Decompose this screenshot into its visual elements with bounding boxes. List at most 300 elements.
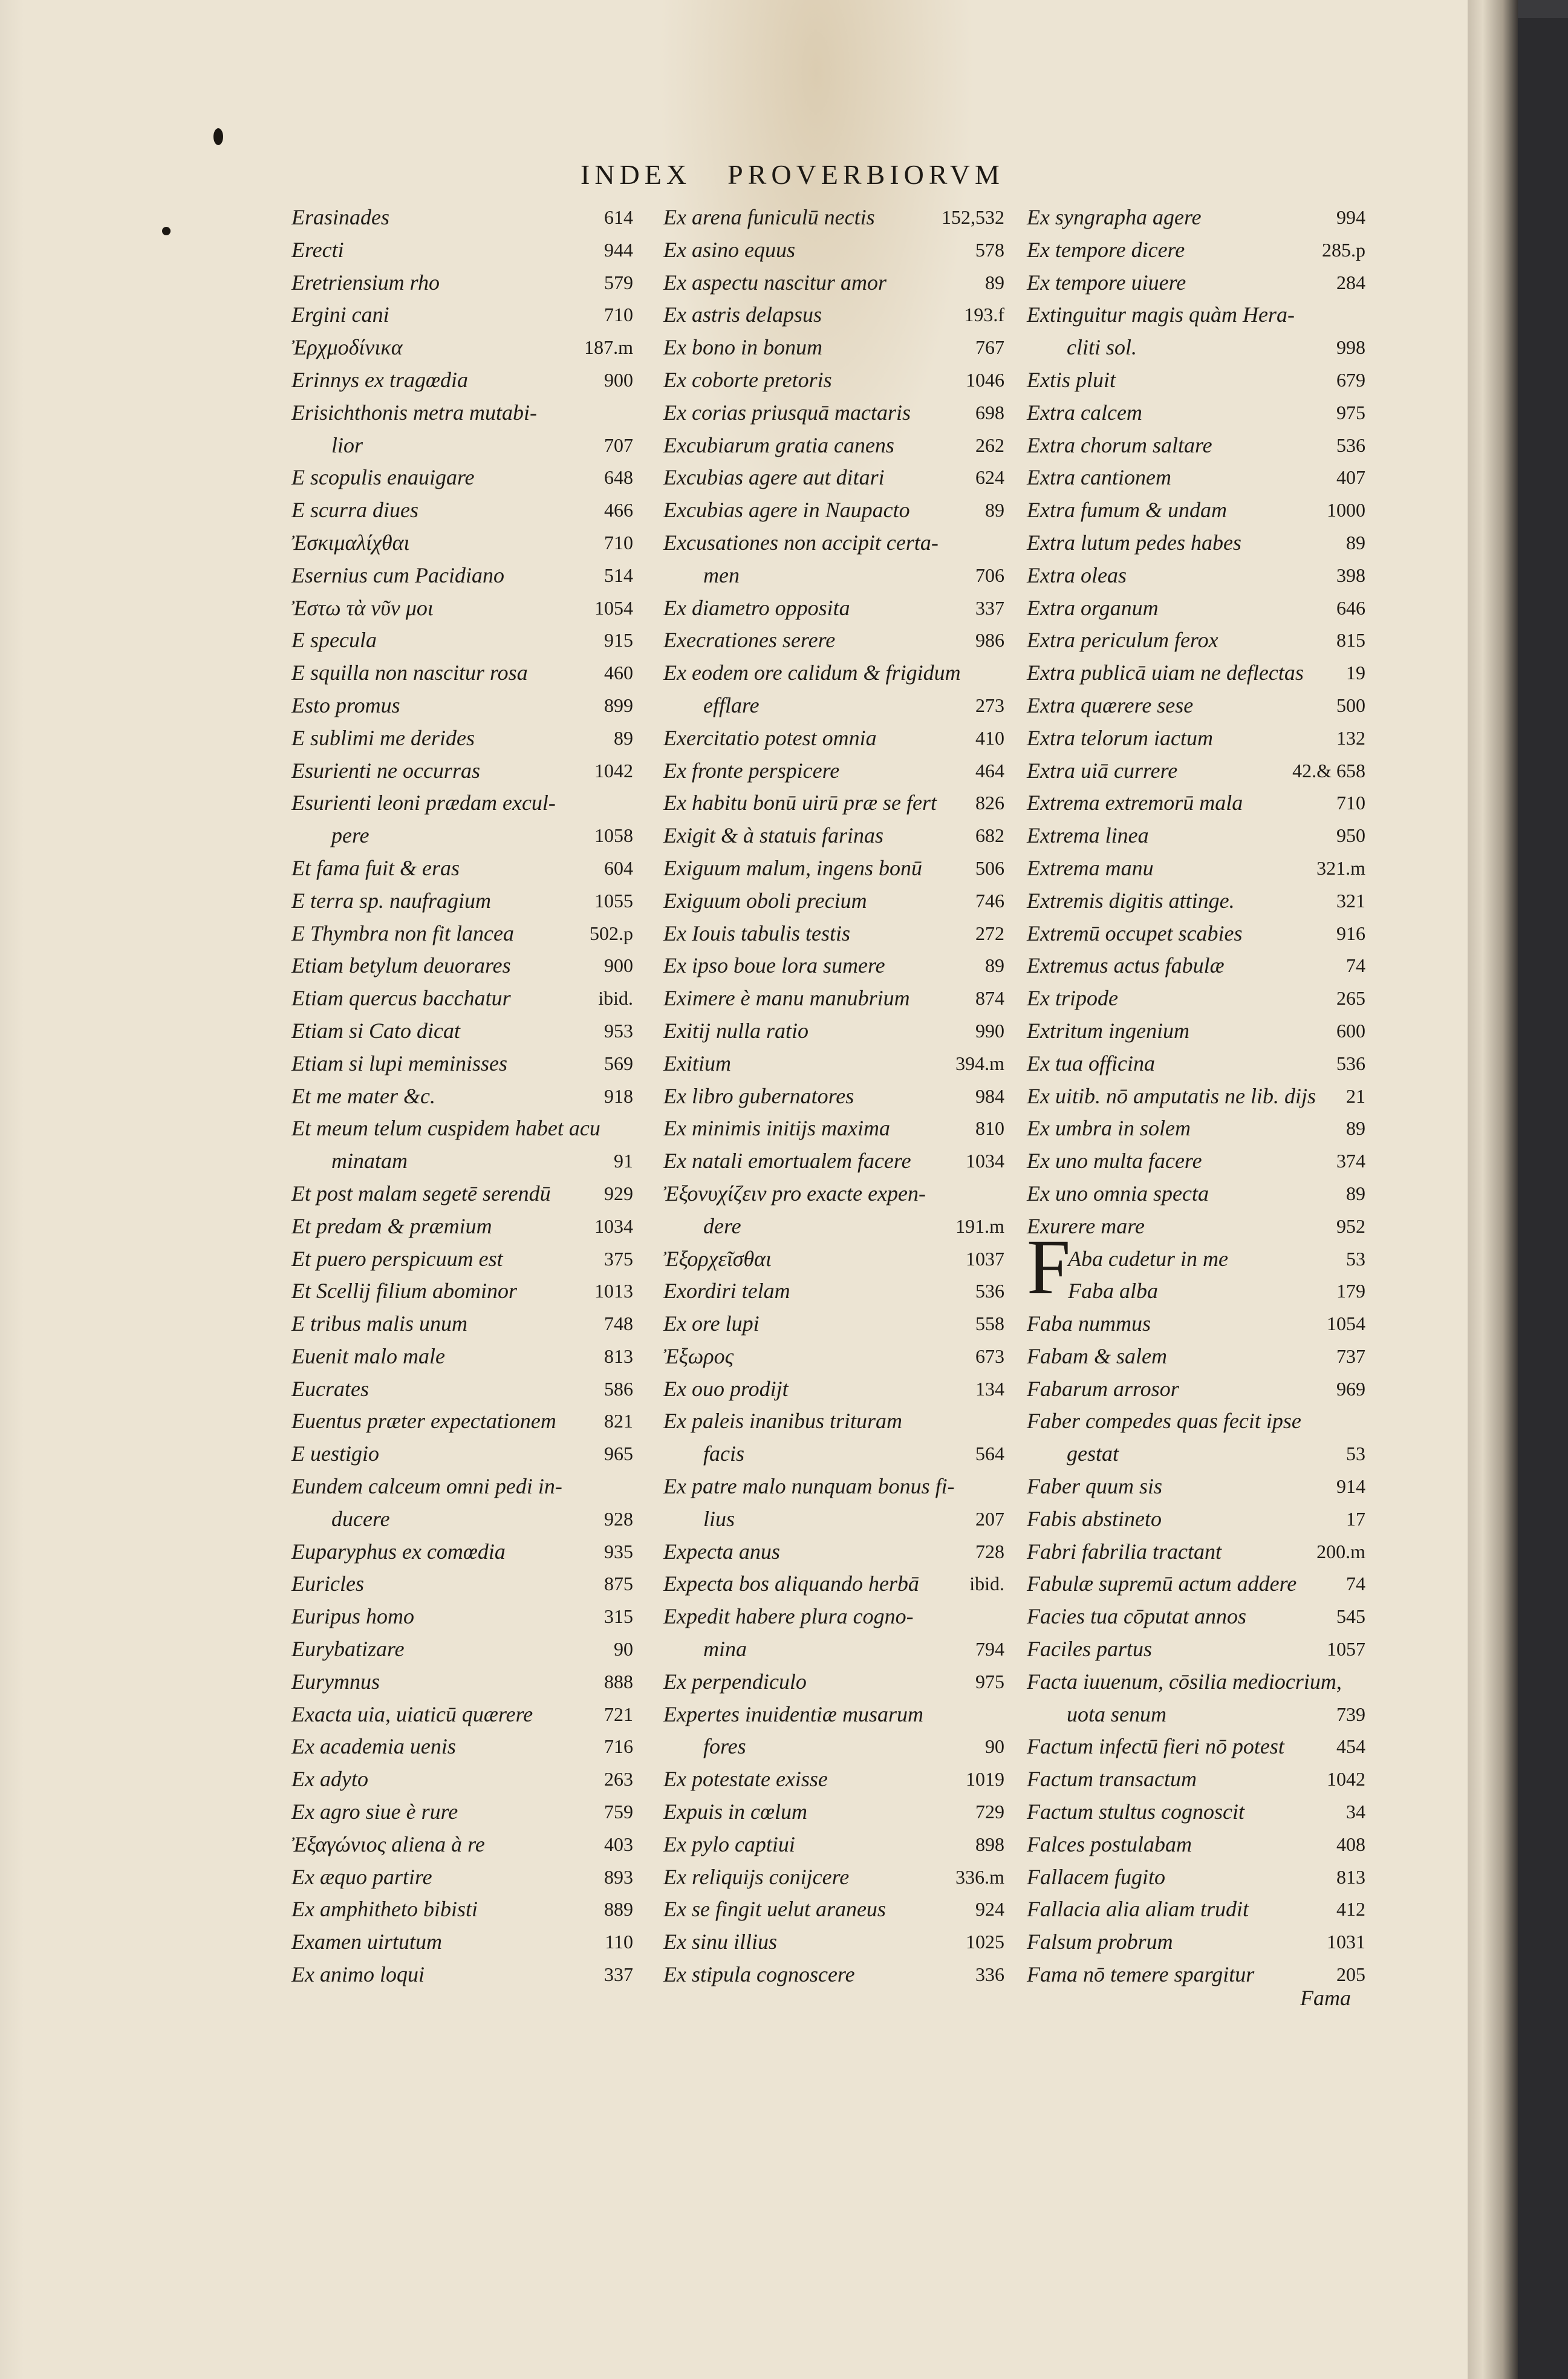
index-entry — [1027, 755, 1365, 788]
index-entry — [1027, 1763, 1365, 1796]
index-entry — [663, 1959, 1004, 1991]
entry-page-number: 728 — [975, 1540, 1004, 1562]
entry-page-number: 337 — [975, 596, 1004, 619]
entry-text: Fabis abstineto — [1027, 1506, 1162, 1531]
entry-page-number: 899 — [604, 694, 633, 716]
entry-text: Et post malam segetē serendū — [291, 1181, 551, 1206]
entry-page-number: 984 — [975, 1085, 1004, 1107]
entry-text: lior — [331, 432, 363, 457]
entry-page-number: 500 — [1336, 694, 1365, 716]
entry-text: cliti sol. — [1067, 335, 1137, 360]
index-entry — [663, 1145, 1004, 1178]
index-entry — [1027, 1601, 1365, 1633]
entry-page-number: 646 — [1336, 596, 1365, 619]
entry-page-number: 586 — [604, 1377, 633, 1400]
index-entry — [663, 1699, 1004, 1731]
entry-text: Fallacia alia aliam trudit — [1027, 1897, 1249, 1922]
ink-dot-1 — [213, 128, 223, 145]
entry-text: Fabam & salem — [1027, 1343, 1167, 1368]
index-entry — [291, 950, 633, 982]
header-index: INDEX — [581, 159, 692, 190]
entry-text: Ex eodem ore calidum & frigidum — [663, 661, 961, 685]
entry-page-number: 285.p — [1322, 238, 1365, 261]
entry-text: Ex astris delapsus — [663, 302, 822, 327]
index-entry — [291, 755, 633, 788]
entry-page-number: 53 — [1346, 1443, 1365, 1465]
index-entry — [291, 1308, 633, 1340]
header-proverbiorum: PROVERBIORVM — [727, 159, 1004, 190]
entry-page-number: 53 — [1346, 1247, 1365, 1270]
entry-text: Ex potestate exisse — [663, 1767, 828, 1792]
drop-cap: F — [1027, 1224, 1071, 1311]
index-entry — [291, 1405, 633, 1438]
entry-text: Faber quum sis — [1027, 1474, 1162, 1499]
entry-text: Eurymnus — [291, 1669, 380, 1694]
entry-page-number: 89 — [985, 271, 1004, 293]
entry-page-number: 1037 — [966, 1247, 1004, 1270]
entry-page-number: 205 — [1336, 1963, 1365, 1986]
entry-text: Ex tua officina — [1027, 1051, 1155, 1075]
index-entry — [1027, 1633, 1365, 1666]
entry-page-number: 1042 — [1327, 1768, 1365, 1790]
entry-page-number: 737 — [1336, 1345, 1365, 1367]
entry-text: E uestigio — [291, 1441, 379, 1466]
entry-text: Ex corias priusquā mactaris — [663, 400, 911, 425]
index-entry — [663, 852, 1004, 885]
index-entry — [663, 560, 1004, 592]
index-entry — [1027, 1796, 1365, 1829]
entry-page-number: 502.p — [590, 922, 633, 944]
index-entry — [663, 494, 1004, 527]
entry-text: Exercitatio potest omnia — [663, 725, 877, 750]
index-entry — [663, 234, 1004, 267]
entry-page-number: 454 — [1336, 1735, 1365, 1758]
entry-text: Et predam & præmium — [291, 1213, 492, 1238]
entry-page-number: 944 — [604, 238, 633, 261]
index-entry — [663, 1048, 1004, 1080]
entry-text: Expertes inuidentiæ musarum — [663, 1702, 923, 1726]
index-entry — [1027, 1340, 1365, 1373]
index-entry — [1027, 1699, 1365, 1731]
entry-text: Extrema linea — [1027, 823, 1149, 848]
entry-page-number: 739 — [1336, 1703, 1365, 1725]
entry-page-number: 1000 — [1327, 499, 1365, 521]
entry-text: Esurienti ne occurras — [291, 758, 480, 783]
entry-text: Ex arena funiculū nectis — [663, 205, 875, 229]
entry-text: Et fama fuit & eras — [291, 855, 460, 880]
entry-text: fores — [703, 1734, 746, 1759]
entry-page-number: 460 — [604, 662, 633, 684]
entry-page-number: 193.f — [964, 304, 1004, 326]
entry-page-number: 969 — [1336, 1377, 1365, 1400]
index-entry — [1027, 787, 1365, 820]
entry-text: Fabri fabrilia tractant — [1027, 1539, 1222, 1564]
entry-text: Exacta uia, uiaticū quærere — [291, 1702, 533, 1726]
entry-text: Esernius cum Pacidiano — [291, 563, 504, 587]
index-entry — [663, 1373, 1004, 1406]
entry-page-number: 89 — [985, 499, 1004, 521]
index-entry — [1027, 201, 1365, 234]
entry-text: Factum transactum — [1027, 1767, 1197, 1792]
entry-text: Ex syngrapha agere — [1027, 205, 1202, 229]
index-entry — [663, 1796, 1004, 1829]
entry-page-number: 953 — [604, 1019, 633, 1042]
entry-page-number: 89 — [614, 726, 633, 749]
entry-text: Ex umbra in solem — [1027, 1116, 1191, 1141]
entry-text: Erinnys ex tragœdia — [291, 367, 468, 392]
entry-text: E squilla non nascitur rosa — [291, 661, 528, 685]
index-entry — [1027, 1275, 1365, 1308]
entry-text: minatam — [331, 1149, 408, 1173]
entry-page-number: 875 — [604, 1573, 633, 1595]
entry-page-number: 729 — [975, 1801, 1004, 1823]
entry-page-number: 716 — [604, 1735, 633, 1758]
entry-page-number: 813 — [1336, 1865, 1365, 1888]
entry-text: E specula — [291, 628, 377, 653]
index-entry — [663, 267, 1004, 299]
entry-text: Ex ouo prodijt — [663, 1376, 789, 1401]
entry-page-number: 710 — [604, 531, 633, 553]
entry-page-number: 90 — [985, 1735, 1004, 1758]
entry-page-number: 34 — [1346, 1801, 1365, 1823]
index-entry — [1027, 397, 1365, 429]
entry-text: Ex academia uenis — [291, 1734, 456, 1759]
entry-page-number: ibid. — [969, 1573, 1004, 1595]
entry-text: Ex aspectu nascitur amor — [663, 270, 886, 295]
index-entry — [291, 429, 633, 462]
entry-text: lius — [703, 1506, 735, 1531]
index-entry — [291, 1112, 633, 1145]
entry-text: Fabulæ supremū actum addere — [1027, 1571, 1297, 1596]
entry-page-number: 273 — [975, 694, 1004, 716]
entry-page-number: 191.m — [955, 1215, 1004, 1237]
entry-text: Ex reliquijs conijcere — [663, 1864, 850, 1889]
index-entry — [291, 722, 633, 755]
entry-page-number: 813 — [604, 1345, 633, 1367]
index-entry — [1027, 1861, 1365, 1894]
index-entry — [1027, 1308, 1365, 1340]
entry-text: Ex pylo captiui — [663, 1832, 795, 1856]
entry-text: Ἐξωρος — [663, 1343, 734, 1368]
entry-page-number: 1034 — [966, 1150, 1004, 1172]
index-entry — [291, 1666, 633, 1699]
entry-page-number: 89 — [985, 955, 1004, 977]
index-entry — [291, 624, 633, 657]
index-entry — [291, 690, 633, 722]
index-entry — [1027, 1666, 1365, 1699]
entry-page-number: 1013 — [594, 1280, 633, 1302]
entry-text: Faba nummus — [1027, 1311, 1151, 1336]
index-entry — [1027, 1405, 1365, 1438]
entry-text: Exiguum oboli precium — [663, 888, 867, 913]
entry-page-number: 132 — [1336, 726, 1365, 749]
entry-text: mina — [703, 1637, 747, 1662]
index-entry — [1027, 1178, 1365, 1210]
entry-text: Ex patre malo nunquam bonus fi- — [663, 1474, 955, 1499]
index-entry — [291, 1145, 633, 1178]
entry-text: Ex adyto — [291, 1767, 368, 1792]
entry-page-number: 698 — [975, 401, 1004, 423]
index-entry — [663, 1178, 1004, 1210]
entry-page-number: 929 — [604, 1182, 633, 1204]
index-entry — [291, 364, 633, 397]
entry-page-number: 1031 — [1327, 1931, 1365, 1953]
ink-dot-2 — [162, 227, 171, 235]
entry-text: Ex coborte pretoris — [663, 367, 832, 392]
index-entry — [663, 429, 1004, 462]
entry-page-number: 284 — [1336, 271, 1365, 293]
entry-page-number: 408 — [1336, 1833, 1365, 1855]
entry-text: Eximere è manu manubrium — [663, 986, 910, 1011]
entry-text: pere — [331, 823, 369, 848]
entry-page-number: 466 — [604, 499, 633, 521]
entry-page-number: 579 — [604, 271, 633, 293]
entry-page-number: 924 — [975, 1898, 1004, 1920]
entry-text: gestat — [1067, 1441, 1119, 1466]
index-entry — [1027, 918, 1365, 950]
index-entry — [1027, 624, 1365, 657]
entry-text: Ἐρχμοδίνικα — [291, 335, 403, 360]
index-entry — [291, 852, 633, 885]
index-entry — [1027, 820, 1365, 852]
index-entry — [663, 1893, 1004, 1926]
entry-text: Erasinades — [291, 205, 389, 229]
entry-page-number: 89 — [1346, 531, 1365, 553]
entry-text: Excusationes non accipit certa- — [663, 530, 939, 555]
index-entry — [291, 1048, 633, 1080]
entry-page-number: 1058 — [594, 824, 633, 847]
index-entry — [663, 1438, 1004, 1470]
index-entry — [291, 1015, 633, 1048]
entry-page-number: 1042 — [594, 759, 633, 782]
index-entry — [291, 1470, 633, 1503]
entry-text: Extritum ingenium — [1027, 1018, 1189, 1043]
index-entry — [1027, 950, 1365, 982]
index-entry — [663, 1601, 1004, 1633]
entry-page-number: 889 — [604, 1898, 633, 1920]
entry-text: Ex stipula cognoscere — [663, 1962, 855, 1987]
entry-page-number: 759 — [604, 1801, 633, 1823]
entry-text: Exurere mare — [1027, 1213, 1145, 1238]
entry-text: Ἐξαγώνιος aliena à re — [291, 1832, 485, 1856]
index-entry — [1027, 1731, 1365, 1763]
entry-text: Euentus præter expectationem — [291, 1409, 556, 1434]
index-entry — [291, 885, 633, 918]
entry-page-number: 272 — [975, 922, 1004, 944]
entry-text: Extra lutum pedes habes — [1027, 530, 1241, 555]
index-entry — [663, 1926, 1004, 1959]
entry-text: dere — [703, 1213, 741, 1238]
entry-text: Expecta bos aliquando herbā — [663, 1571, 919, 1596]
entry-text: Ex tripode — [1027, 986, 1118, 1011]
index-entry — [291, 1503, 633, 1536]
entry-page-number: 336.m — [955, 1865, 1004, 1888]
entry-page-number: 935 — [604, 1540, 633, 1562]
index-entry — [663, 1470, 1004, 1503]
index-entry — [291, 982, 633, 1015]
index-entry — [1027, 982, 1365, 1015]
entry-page-number: 536 — [975, 1280, 1004, 1302]
entry-page-number: 721 — [604, 1703, 633, 1725]
entry-text: Euricles — [291, 1571, 364, 1596]
entry-text: E scopulis enauigare — [291, 465, 475, 490]
entry-text: Ex æquo partire — [291, 1864, 432, 1889]
index-entry — [1027, 1568, 1365, 1601]
entry-text: Ex uitib. nō amputatis ne lib. dijs — [1027, 1083, 1316, 1108]
entry-page-number: 1025 — [966, 1931, 1004, 1953]
index-entry — [291, 1796, 633, 1829]
index-entry — [291, 1210, 633, 1243]
index-entry — [663, 592, 1004, 625]
entry-page-number: 321 — [1336, 889, 1365, 912]
entry-text: Extra cantionem — [1027, 465, 1171, 490]
entry-text: Falsum probrum — [1027, 1930, 1173, 1954]
entry-page-number: 673 — [975, 1345, 1004, 1367]
entry-text: Ex tempore dicere — [1027, 237, 1185, 262]
entry-text: Ex amphitheto bibisti — [291, 1897, 478, 1922]
entry-page-number: 394.m — [955, 1052, 1004, 1074]
index-entry — [1027, 1893, 1365, 1926]
index-entry — [663, 787, 1004, 820]
entry-text: Extis pluit — [1027, 367, 1116, 392]
entry-page-number: 994 — [1336, 206, 1365, 228]
index-entry — [1027, 299, 1365, 331]
entry-text: Ἐξορχεῖσθαι — [663, 1246, 772, 1271]
entry-page-number: 207 — [975, 1507, 1004, 1530]
entry-text: Ex paleis inanibus trituram — [663, 1409, 902, 1434]
entry-page-number: 888 — [604, 1670, 633, 1692]
index-entry — [663, 657, 1004, 690]
entry-text: Eundem calceum omni pedi in- — [291, 1474, 562, 1499]
entry-text: facis — [703, 1441, 744, 1466]
entry-text: Euparyphus ex comœdia — [291, 1539, 506, 1564]
index-column-3 — [1027, 201, 1365, 1991]
page-edge — [1468, 0, 1518, 2379]
entry-text: ducere — [331, 1506, 390, 1531]
entry-text: Faciles partus — [1027, 1637, 1152, 1662]
index-entry — [291, 1731, 633, 1763]
index-entry — [663, 364, 1004, 397]
index-entry — [663, 918, 1004, 950]
index-entry — [1027, 462, 1365, 494]
entry-page-number: ibid. — [598, 987, 633, 1010]
entry-page-number: 928 — [604, 1507, 633, 1530]
entry-text: Fama nō temere spargitur — [1027, 1962, 1255, 1987]
entry-text: Expecta anus — [663, 1539, 780, 1564]
entry-text: Excubias agere aut ditari — [663, 465, 885, 490]
entry-text: Extra oleas — [1027, 563, 1127, 587]
index-entry — [1027, 1829, 1365, 1861]
entry-text: Falces postulabam — [1027, 1832, 1192, 1856]
entry-page-number: 337 — [604, 1963, 633, 1986]
entry-text: Exordiri telam — [663, 1279, 790, 1304]
index-entry — [291, 560, 633, 592]
entry-page-number: 265 — [1336, 987, 1365, 1010]
entry-text: Ex se fingit uelut araneus — [663, 1897, 886, 1922]
entry-page-number: 898 — [975, 1833, 1004, 1855]
entry-text: Ex minimis initijs maxima — [663, 1116, 890, 1141]
index-entry — [1027, 1926, 1365, 1959]
index-entry — [1027, 1015, 1365, 1048]
entry-page-number: 815 — [1336, 629, 1365, 651]
entry-page-number: 110 — [605, 1931, 633, 1953]
entry-text: Etiam si Cato dicat — [291, 1018, 460, 1043]
index-entry — [663, 885, 1004, 918]
index-entry — [663, 950, 1004, 982]
entry-page-number: 826 — [975, 792, 1004, 814]
entry-page-number: 746 — [975, 889, 1004, 912]
index-entry — [291, 1861, 633, 1894]
entry-page-number: 748 — [604, 1313, 633, 1335]
index-entry — [1027, 1048, 1365, 1080]
entry-text: Et Scellij filium abominor — [291, 1279, 517, 1304]
entry-text: Exiguum malum, ingens bonū — [663, 855, 922, 880]
index-entry — [291, 657, 633, 690]
entry-text: Extremū occupet scabies — [1027, 921, 1243, 945]
index-entry — [663, 1112, 1004, 1145]
entry-page-number: 410 — [975, 726, 1004, 749]
entry-page-number: 986 — [975, 629, 1004, 651]
entry-page-number: 89 — [1346, 1117, 1365, 1140]
index-entry — [663, 299, 1004, 331]
entry-page-number: 91 — [614, 1150, 633, 1172]
index-entry — [1027, 1112, 1365, 1145]
index-entry — [1027, 690, 1365, 722]
entry-page-number: 187.m — [584, 336, 633, 359]
entry-page-number: 916 — [1336, 922, 1365, 944]
index-entry — [663, 1405, 1004, 1438]
index-entry — [291, 201, 633, 234]
entry-page-number: 965 — [604, 1443, 633, 1465]
entry-page-number: 21 — [1346, 1085, 1365, 1107]
entry-text: Extra quærere sese — [1027, 693, 1194, 717]
entry-page-number: 767 — [975, 336, 1004, 359]
index-entry — [291, 1243, 633, 1276]
entry-text: E sublimi me derides — [291, 725, 475, 750]
entry-page-number: 975 — [975, 1670, 1004, 1692]
index-entry — [663, 1731, 1004, 1763]
index-entry — [663, 1308, 1004, 1340]
entry-text: Extra periculum ferox — [1027, 628, 1218, 653]
entry-page-number: 263 — [604, 1768, 633, 1790]
entry-text: Euenit malo male — [291, 1343, 445, 1368]
entry-text: Factum stultus cognoscit — [1027, 1800, 1244, 1824]
entry-text: Extra calcem — [1027, 400, 1142, 425]
index-entry — [663, 722, 1004, 755]
entry-text: Extra publicā uiam ne deflectas — [1027, 661, 1304, 685]
entry-page-number: 74 — [1346, 955, 1365, 977]
entry-text: Faber compedes quas fecit ipse — [1027, 1409, 1301, 1434]
entry-page-number: 1034 — [594, 1215, 633, 1237]
entry-text: Eurybatizare — [291, 1637, 405, 1662]
entry-text: men — [703, 563, 740, 587]
entry-page-number: 794 — [975, 1638, 1004, 1660]
entry-page-number: 990 — [975, 1019, 1004, 1042]
entry-text: Execrationes serere — [663, 628, 836, 653]
entry-text: Extrema manu — [1027, 855, 1154, 880]
index-entry — [1027, 1438, 1365, 1470]
index-entry — [663, 982, 1004, 1015]
entry-page-number: 998 — [1336, 336, 1365, 359]
index-entry — [663, 820, 1004, 852]
entry-text: Ex ore lupi — [663, 1311, 760, 1336]
index-entry — [291, 1699, 633, 1731]
index-entry — [1027, 1145, 1365, 1178]
entry-text: Fabarum arrosor — [1027, 1376, 1179, 1401]
index-entry — [291, 592, 633, 625]
entry-text: Extremus actus fabulæ — [1027, 953, 1225, 978]
page-header — [581, 158, 1101, 191]
